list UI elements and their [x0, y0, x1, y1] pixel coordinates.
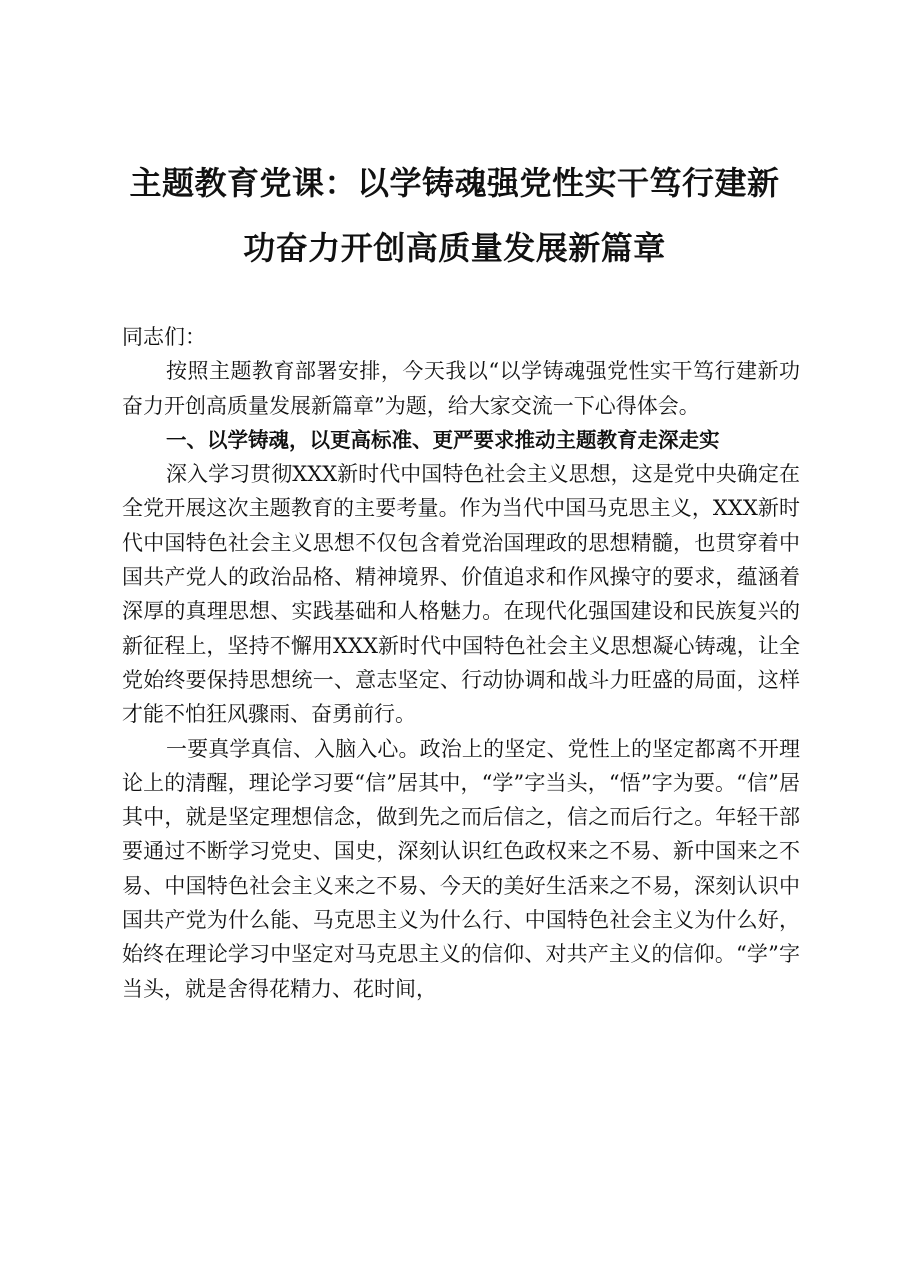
paragraph-intro: 按照主题教育部署安排，今天我以“以学铸魂强党性实干笃行建新功奋力开创高质量发展新篇章”为题，给大家交流一下心得体会。 [122, 359, 800, 418]
document-title-line-2: 功奋力开创高质量发展新篇章 [243, 229, 666, 267]
section-heading-1: 一、以学铸魂，以更高标准、更严要求推动主题教育走深走实 [166, 427, 720, 452]
paragraph-body-1: 深入学习贯彻XXX新时代中国特色社会主义思想，这是党中央确定在全党开展这次主题教育的主要考量。作为当代中国马克思主义，XXX新时代中国特色社会主义思想不仅包含着党治国理政的思想精髓，也贯穿着中国共产党人的政治品格、精神境界、价值追求和作风操守的要求，蕴涵着深厚的真理思想、实践基础和人格魅力。在现代化强国建设和民族复兴的新征程上，坚持不懈用XXX新时代中国特色社会主义思想凝心铸魂，让全党始终要保持思想统一、意志坚定、行动协调和战斗力旺盛的局面，这样才能不怕狂风骤雨、奋勇前行。 [122, 462, 800, 727]
salutation: 同志们： [122, 325, 206, 349]
paragraph-body-2: 一要真学真信、入脑入心。政治上的坚定、党性上的坚定都离不开理论上的清醒，理论学习要“信”居其中，“学”字当头，“悟”字为要。“信”居其中，就是坚定理想信念，做到先之而后信之，信之而后行之。年轻干部要通过不断学习党史、国史，深刻认识红色政权来之不易、新中国来之不易、中国特色社会主义来之不易、今天的美好生活来之不易，深刻认识中国共产党为什么能、马克思主义为什么行、中国特色社会主义为什么好，始终在理论学习中坚定对马克思主义的信仰、对共产主义的信仰。“学”字当头，就是舍得花精力、花时间， [122, 736, 800, 1001]
document-title-line-1: 主题教育党课：以学铸魂强党性实干笃行建新 [129, 164, 780, 202]
document-body [122, 320, 800, 1006]
